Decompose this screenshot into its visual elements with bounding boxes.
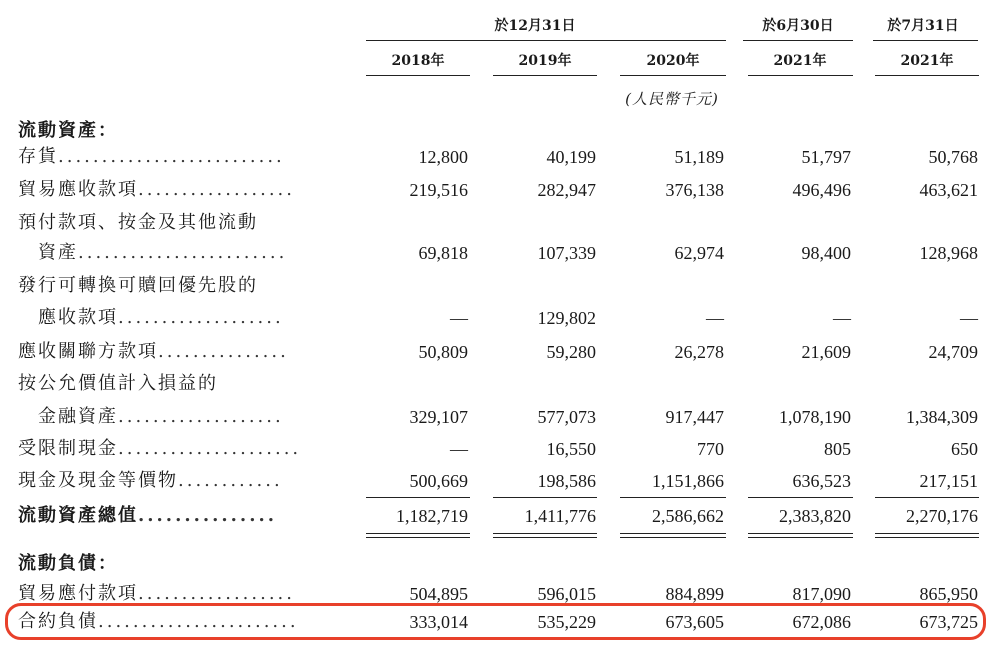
header-group-jul31: 於7月31日 [887, 18, 959, 34]
value-inventory-2021-jun: 51,797 [801, 147, 851, 167]
total-rule-bottom-2020 [620, 537, 726, 538]
value-fvtpl-2021-jun: 1,078,190 [779, 407, 851, 427]
unit-label: (人民幣千元) [625, 90, 719, 108]
subtotal-rule-2018 [366, 497, 470, 498]
value-total-current-assets-2021-jul: 2,270,176 [906, 506, 978, 526]
value-total-current-assets-2020: 2,586,662 [652, 506, 724, 526]
subtotal-rule-2020 [620, 497, 726, 498]
row-label-fvtpl-line2: 金融資產................... [38, 406, 284, 427]
header-rule-jun30 [743, 40, 853, 41]
value-trade-payables-2021-jul: 865,950 [919, 584, 978, 604]
year-header-2021-jun: 2021年 [773, 53, 827, 69]
value-restricted-cash-2020: 770 [697, 439, 724, 459]
row-label-prepayments-line2: 資產........................ [38, 242, 288, 263]
value-inventory-2021-jul: 50,768 [928, 147, 978, 167]
value-fvtpl-2018: 329,107 [409, 407, 468, 427]
year-header-2018: 2018年 [391, 53, 445, 69]
value-trade-receivables-2018: 219,516 [409, 180, 468, 200]
value-related-party-2019: 59,280 [546, 342, 596, 362]
value-cash-2020: 1,151,866 [652, 471, 724, 491]
value-prepayments-2020: 62,974 [674, 243, 724, 263]
row-label-inventory: 存貨.......................... [18, 146, 285, 167]
value-restricted-cash-2021-jun: 805 [824, 439, 851, 459]
value-prepayments-2018: 69,818 [418, 243, 468, 263]
value-fvtpl-2020: 917,447 [665, 407, 724, 427]
value-preferred-receivable-2019: 129,802 [537, 308, 596, 328]
value-total-current-assets-2019: 1,411,776 [524, 506, 596, 526]
year-rule-2018 [366, 75, 470, 76]
value-fvtpl-2019: 577,073 [537, 407, 596, 427]
value-trade-payables-2018: 504,895 [409, 584, 468, 604]
row-label-preferred-receivable-line2: 應收款項................... [38, 307, 284, 328]
value-trade-payables-2020: 884,899 [665, 584, 724, 604]
value-cash-2021-jun: 636,523 [792, 471, 851, 491]
year-rule-2020 [620, 75, 726, 76]
value-preferred-receivable-2021-jun: — [833, 308, 851, 328]
contract-liabilities-highlight [5, 603, 986, 640]
value-prepayments-2021-jun: 98,400 [801, 243, 851, 263]
value-restricted-cash-2019: 16,550 [546, 439, 596, 459]
value-total-current-assets-2018: 1,182,719 [396, 506, 468, 526]
total-rule-bottom-2019 [493, 537, 597, 538]
year-header-2020: 2020年 [646, 53, 700, 69]
value-cash-2018: 500,669 [409, 471, 468, 491]
row-label-fvtpl-line1: 按公允價值計入損益的 [18, 373, 218, 394]
value-inventory-2020: 51,189 [674, 147, 724, 167]
total-rule-bottom-2018 [366, 537, 470, 538]
value-trade-payables-2019: 596,015 [537, 584, 596, 604]
row-label-trade-receivables: 貿易應收款項.................. [18, 179, 295, 200]
value-inventory-2019: 40,199 [546, 147, 596, 167]
value-contract-liabilities-2018: 333,014 [409, 612, 468, 632]
year-rule-2021-jun [748, 75, 853, 76]
value-trade-receivables-2021-jun: 496,496 [792, 180, 851, 200]
value-related-party-2018: 50,809 [418, 342, 468, 362]
value-inventory-2018: 12,800 [418, 147, 468, 167]
row-label-contract-liabilities: 合約負債....................... [18, 611, 299, 632]
subtotal-rule-2019 [493, 497, 597, 498]
year-rule-2021-jul [875, 75, 979, 76]
subtotal-rule-2021-jul [875, 497, 979, 498]
value-fvtpl-2021-jul: 1,384,309 [906, 407, 978, 427]
year-header-2019: 2019年 [518, 53, 572, 69]
value-trade-payables-2021-jun: 817,090 [792, 584, 851, 604]
value-related-party-2021-jul: 24,709 [928, 342, 978, 362]
total-rule-top-2021-jul [875, 533, 979, 534]
value-preferred-receivable-2018: — [450, 308, 468, 328]
row-label-related-party: 應收關聯方款項............... [18, 341, 289, 362]
row-label-restricted-cash: 受限制現金..................... [18, 438, 302, 459]
total-rule-top-2021-jun [748, 533, 853, 534]
value-cash-2021-jul: 217,151 [919, 471, 978, 491]
value-trade-receivables-2019: 282,947 [537, 180, 596, 200]
value-restricted-cash-2021-jul: 650 [951, 439, 978, 459]
total-rule-top-2018 [366, 533, 470, 534]
total-rule-top-2019 [493, 533, 597, 534]
value-contract-liabilities-2021-jul: 673,725 [919, 612, 978, 632]
value-prepayments-2021-jul: 128,968 [919, 243, 978, 263]
value-restricted-cash-2018: — [450, 439, 468, 459]
section-current-liabilities: 流動負債： [18, 553, 118, 574]
header-rule-jul31 [873, 40, 978, 41]
total-rule-bottom-2021-jun [748, 537, 853, 538]
total-rule-bottom-2021-jul [875, 537, 979, 538]
row-label-trade-payables: 貿易應付款項.................. [18, 583, 295, 604]
total-rule-top-2020 [620, 533, 726, 534]
year-rule-2019 [493, 75, 597, 76]
value-trade-receivables-2020: 376,138 [665, 180, 724, 200]
value-cash-2019: 198,586 [537, 471, 596, 491]
row-label-cash: 現金及現金等價物............ [18, 470, 283, 491]
header-group-dec31: 於12月31日 [494, 18, 576, 34]
value-contract-liabilities-2021-jun: 672,086 [792, 612, 851, 632]
row-label-preferred-receivable-line1: 發行可轉換可贖回優先股的 [18, 275, 258, 296]
year-header-2021-jul: 2021年 [900, 53, 954, 69]
value-related-party-2020: 26,278 [674, 342, 724, 362]
subtotal-rule-2021-jun [748, 497, 853, 498]
value-preferred-receivable-2021-jul: — [960, 308, 978, 328]
row-label-prepayments-line1: 預付款項、按金及其他流動 [18, 212, 258, 233]
value-contract-liabilities-2020: 673,605 [665, 612, 724, 632]
section-current-assets: 流動資產： [18, 120, 118, 141]
row-label-total-current-assets: 流動資產總值............... [18, 505, 277, 526]
value-related-party-2021-jun: 21,609 [801, 342, 851, 362]
value-trade-receivables-2021-jul: 463,621 [919, 180, 978, 200]
value-preferred-receivable-2020: — [706, 308, 724, 328]
header-rule-dec31 [366, 40, 726, 41]
value-prepayments-2019: 107,339 [537, 243, 596, 263]
value-total-current-assets-2021-jun: 2,383,820 [779, 506, 851, 526]
header-group-jun30: 於6月30日 [762, 18, 834, 34]
value-contract-liabilities-2019: 535,229 [537, 612, 596, 632]
